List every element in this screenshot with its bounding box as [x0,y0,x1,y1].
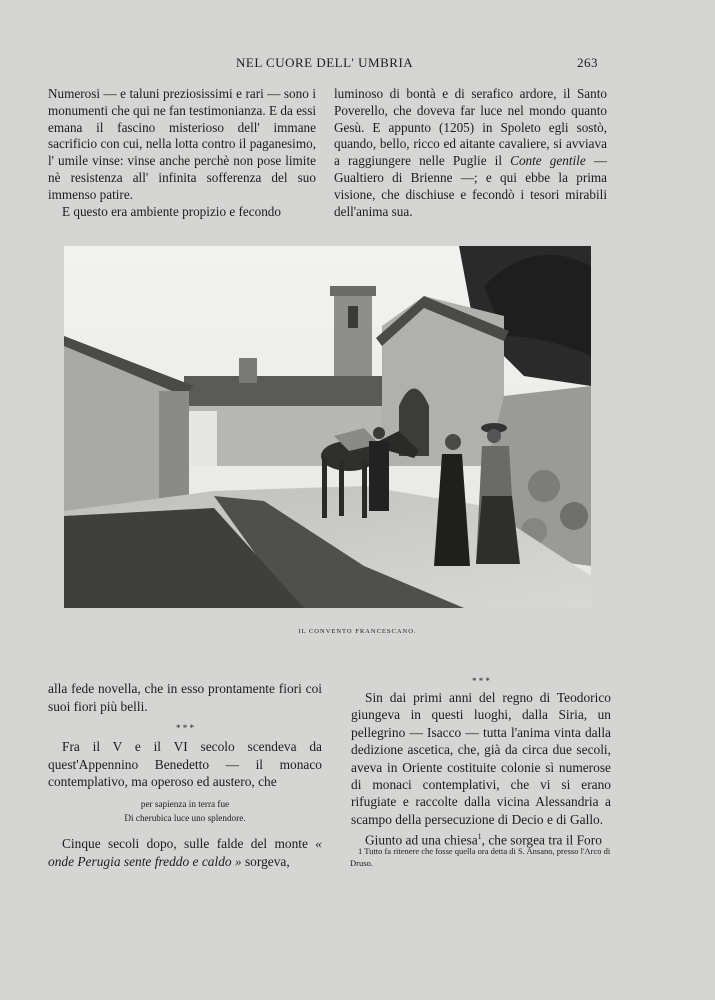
running-title: NEL CUORE DELL' UMBRIA [236,55,414,70]
verse-quote [48,797,322,825]
paragraph: Giunto ad una chiesa$^1$, che sorgea tra il Foro [365,832,602,848]
footnote-text: 1 Tutto fa ritenere che fosse quella ora detta di S. Ansano, presso l'Arco di Druso. [350,846,611,868]
bottom-right-column [351,676,611,849]
bottom-left-column [48,680,322,870]
top-left-column [48,86,316,220]
italic-phrase: Conte gentile [510,153,586,169]
verse-line: per sapienza in terra fue [140,798,230,809]
paragraph: Fra il V e il VI secolo scendeva da quest'Appennino Benedetto — il monaco contemplativo, ma operoso ed austero, che [48,739,322,790]
verse-line: Di cherubica luce uno splendore. [124,812,246,823]
convent-photograph [64,246,591,608]
paragraph: alla fede novella, che in esso prontamente fiori coi suoi fiori più belli. [48,681,322,714]
paragraph: luminoso di bontà e di serafico ardore, il Santo Poverello, che doveva far luce nel mondo quanto Gesù. E appunto (1205) in Spoleto egli sostò, quando, bello, ricco ed aitante cavaliere, si avviava a raggiungere nelle Puglie il Conte gentile — Gualtiero di Brienne —; e qui ebbe la prima visione, che dischiuse e fecondò i tesori mirabili dell'anima sua. [334,86,608,219]
section-asterism: * * * [472,676,490,686]
page-number: 263 [577,55,598,70]
paragraph: E questo era ambiente propizio e fecondo [62,203,281,219]
paragraph: Sin dai primi anni del regno di Teodorico giungeva in questi luoghi, dalla Siria, un pellegrino — Isacco — tutta l'anima vinta dalla dedizione ascetica, che, già da circa due secoli, aveva in Oriente costituite colonie sì numerose di monaci contemplativi, che vi si erano rifugiate e raccolte dalla vicina Alessandria a scampo della persecuzione di Decio e di Gallo. [351,690,611,827]
footnote-marker: 1 [477,832,482,842]
paragraph: Numerosi — e taluni preziosissimi e rari — sono i monumenti che qui ne fan testimonianza. E da essi emana il fascino misterioso dell' immane sacrificio con cui, nella lotta contro il paganesimo, l' umile vinse: vinse anche perchè non pose limite nè resistenza all' infinita sofferenza del suo immenso patire. [48,86,316,202]
section-asterism: * * * [176,723,194,734]
top-right-column [334,86,607,220]
photo-caption: IL CONVENTO FRANCESCANO. [298,628,417,635]
italic-quote: « onde Perugia sente freddo e caldo » [48,835,322,869]
paragraph: Cinque secoli dopo, sulle falde del monte « onde Perugia sente freddo e caldo » sorgeva, [48,835,322,869]
footnote [350,845,612,869]
